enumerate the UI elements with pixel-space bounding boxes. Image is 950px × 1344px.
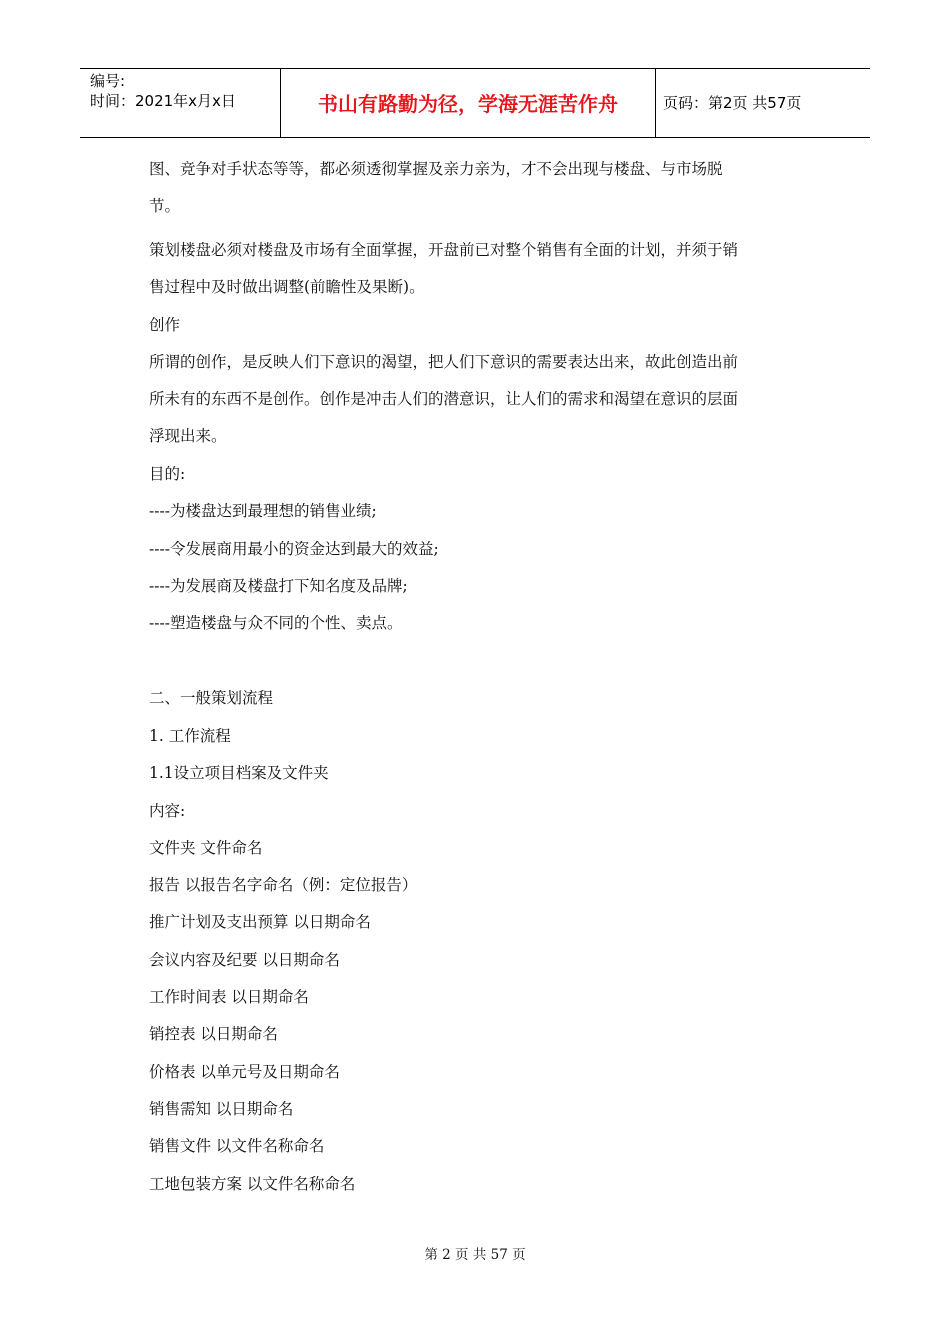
header-left-cell	[80, 69, 280, 137]
body-line: ----为楼盘达到最理想的销售业绩;	[149, 502, 377, 520]
document-time-label: 时间：2021年x月x日	[90, 92, 236, 110]
body-line: 内容:	[149, 802, 186, 820]
body-line: 文件夹 文件命名	[149, 839, 263, 857]
body-line: 销售需知 以日期命名	[149, 1100, 294, 1118]
body-line: 浮现出来。	[149, 427, 227, 445]
body-line: 工作时间表 以日期命名	[149, 988, 309, 1006]
body-line: 创作	[149, 316, 181, 334]
header-page-cell	[655, 69, 870, 137]
header-page-info: 页码：第2页 共57页	[663, 94, 802, 112]
subsection-heading: 1. 工作流程	[149, 727, 231, 745]
body-line: ----塑造楼盘与众不同的个性、卖点。	[149, 614, 403, 632]
document-number-label: 编号:	[90, 72, 126, 90]
body-line: 推广计划及支出预算 以日期命名	[149, 913, 371, 931]
body-line: 工地包装方案 以文件名称命名	[149, 1175, 356, 1193]
body-line: 报告 以报告名字命名（例：定位报告）	[149, 876, 418, 894]
body-line: 会议内容及纪要 以日期命名	[149, 951, 340, 969]
body-line: 售过程中及时做出调整(前瞻性及果断)。	[149, 278, 425, 296]
body-line: 节。	[149, 197, 181, 215]
subsection-heading: 1.1设立项目档案及文件夹	[149, 764, 329, 782]
body-line: 目的:	[149, 465, 186, 483]
body-line: 策划楼盘必须对楼盘及市场有全面掌握，开盘前已对整个销售有全面的计划，并须于销	[149, 241, 739, 259]
body-line: ----为发展商及楼盘打下知名度及品牌;	[149, 577, 408, 595]
header-motto-cell	[280, 69, 656, 137]
header-motto: 书山有路勤为径，学海无涯苦作舟	[318, 92, 618, 116]
page-header	[80, 68, 870, 138]
body-line: 所未有的东西不是创作。创作是冲击人们的潜意识，让人们的需求和渴望在意识的层面	[149, 390, 739, 408]
body-line: 销控表 以日期命名	[149, 1025, 278, 1043]
section-heading: 二、一般策划流程	[149, 689, 274, 707]
page-footer: 第 2 页 共 57 页	[424, 1247, 526, 1263]
body-line: 所谓的创作，是反映人们下意识的渴望，把人们下意识的需要表达出来，故此创造出前	[149, 353, 739, 371]
body-line: 价格表 以单元号及日期命名	[149, 1063, 340, 1081]
body-line: 图、竞争对手状态等等，都必须透彻掌握及亲力亲为，才不会出现与楼盘、与市场脱	[149, 160, 723, 178]
body-line: ----令发展商用最小的资金达到最大的效益;	[149, 540, 439, 558]
body-line: 销售文件 以文件名称命名	[149, 1137, 325, 1155]
